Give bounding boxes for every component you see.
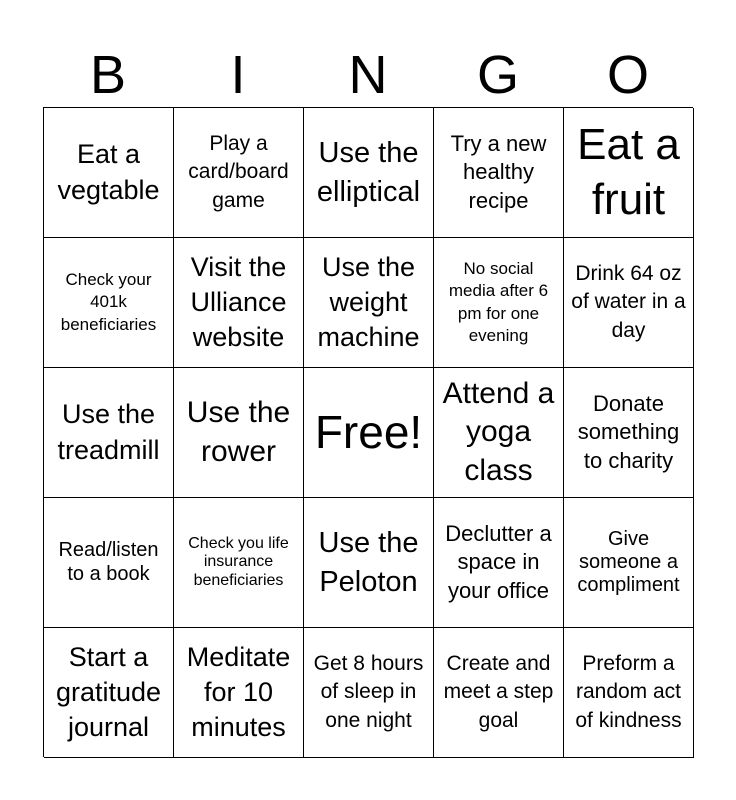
- bingo-cell-meditate[interactable]: Meditate for 10 minutes: [174, 628, 304, 758]
- bingo-cell-treadmill[interactable]: Use the treadmill: [44, 368, 174, 498]
- bingo-cell-read-book[interactable]: Read/listen to a book: [44, 498, 174, 628]
- bingo-cell-play-game[interactable]: Play a card/board game: [174, 108, 304, 238]
- bingo-cell-weight-machine[interactable]: Use the weight machine: [304, 238, 434, 368]
- bingo-cell-gratitude-journal[interactable]: Start a gratitude journal: [44, 628, 174, 758]
- bingo-cell-drink-water[interactable]: Drink 64 oz of water in a day: [564, 238, 694, 368]
- bingo-cell-eat-vegetable[interactable]: Eat a vegtable: [44, 108, 174, 238]
- bingo-cell-life-insurance[interactable]: Check you life insurance beneficiaries: [174, 498, 304, 628]
- bingo-cell-401k[interactable]: Check your 401k beneficiaries: [44, 238, 174, 368]
- header-letter-b: B: [89, 45, 127, 105]
- bingo-cell-free[interactable]: Free!: [304, 368, 434, 498]
- bingo-cell-declutter[interactable]: Declutter a space in your office: [434, 498, 564, 628]
- bingo-cell-healthy-recipe[interactable]: Try a new healthy recipe: [434, 108, 564, 238]
- bingo-cell-ulliance-website[interactable]: Visit the Ulliance website: [174, 238, 304, 368]
- bingo-cell-yoga[interactable]: Attend a yoga class: [434, 368, 564, 498]
- bingo-cell-elliptical[interactable]: Use the elliptical: [304, 108, 434, 238]
- header-letter-n: N: [348, 45, 388, 105]
- bingo-cell-eat-fruit[interactable]: Eat a fruit: [564, 108, 694, 238]
- header-letter-o: O: [606, 45, 649, 105]
- bingo-cell-no-social-media[interactable]: No social media after 6 pm for one evening: [434, 238, 564, 368]
- bingo-cell-compliment[interactable]: Give someone a compliment: [564, 498, 694, 628]
- bingo-cell-rower[interactable]: Use the rower: [174, 368, 304, 498]
- bingo-cell-step-goal[interactable]: Create and meet a step goal: [434, 628, 564, 758]
- bingo-header: [43, 42, 693, 108]
- bingo-cell-peloton[interactable]: Use the Peloton: [304, 498, 434, 628]
- header-letter-g: G: [476, 45, 519, 105]
- bingo-board: [43, 107, 693, 757]
- bingo-cell-donate[interactable]: Donate something to charity: [564, 368, 694, 498]
- header-letter-i: I: [230, 45, 246, 105]
- bingo-cell-sleep[interactable]: Get 8 hours of sleep in one night: [304, 628, 434, 758]
- bingo-cell-kindness[interactable]: Preform a random act of kindness: [564, 628, 694, 758]
